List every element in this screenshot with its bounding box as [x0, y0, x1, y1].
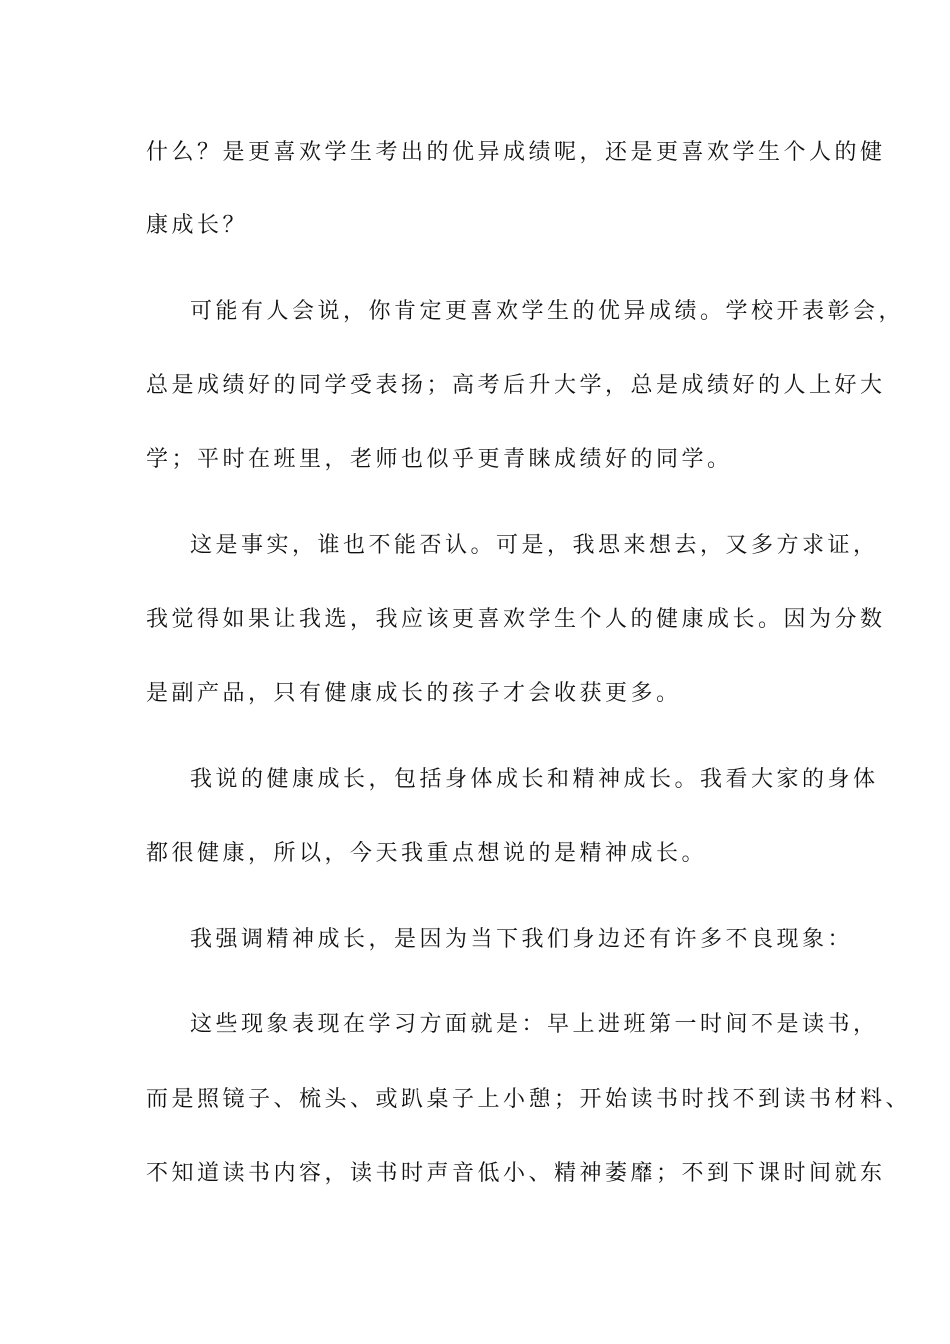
- text-line: 总是成绩好的同学受表扬；高考后升大学，总是成绩好的人上好大: [146, 373, 886, 398]
- text-line: 而是照镜子、梳头、或趴桌子上小憩；开始读书时找不到读书材料、: [146, 1087, 912, 1112]
- paragraph-start: 这是事实，谁也不能否认。可是，我思来想去，又多方求证，: [190, 533, 879, 558]
- paragraph-start: 这些现象表现在学习方面就是：早上进班第一时间不是读书，: [190, 1012, 879, 1037]
- text-line: 是副产品，只有健康成长的孩子才会收获更多。: [146, 681, 682, 706]
- text-line: 都很健康，所以，今天我重点想说的是精神成长。: [146, 841, 708, 866]
- paragraph-start: 我说的健康成长，包括身体成长和精神成长。我看大家的身体: [190, 767, 879, 792]
- text-line: 学；平时在班里，老师也似乎更青睐成绩好的同学。: [146, 447, 733, 472]
- text-line: 我觉得如果让我选，我应该更喜欢学生个人的健康成长。因为分数: [146, 607, 886, 632]
- text-line: 不知道读书内容，读书时声音低小、精神萎靡；不到下课时间就东: [146, 1161, 886, 1186]
- text-line: 什么？是更喜欢学生考出的优异成绩呢，还是更喜欢学生个人的健: [146, 140, 886, 165]
- paragraph-start: 可能有人会说，你肯定更喜欢学生的优异成绩。学校开表彰会，: [190, 299, 905, 324]
- text-line: 康成长？: [146, 213, 249, 238]
- paragraph-start: 我强调精神成长，是因为当下我们身边还有许多不良现象：: [190, 927, 854, 952]
